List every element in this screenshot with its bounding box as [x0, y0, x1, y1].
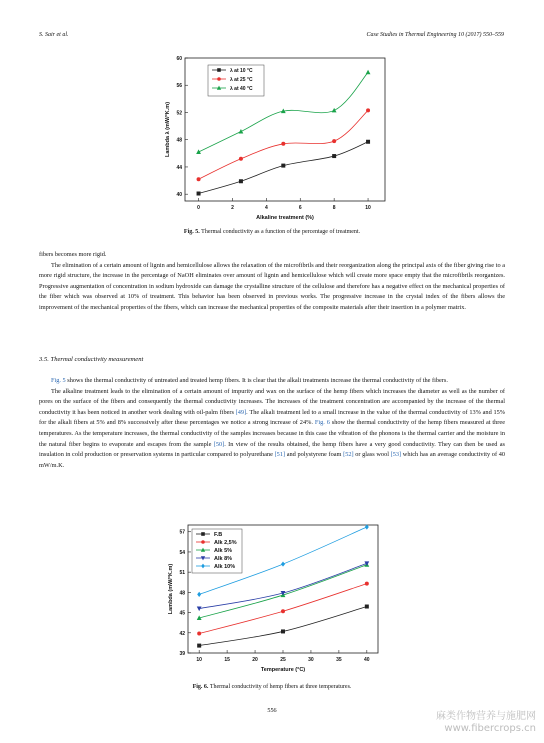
reference-link-50[interactable]: [50]: [213, 440, 225, 448]
x-tick-label: 15: [224, 657, 230, 663]
data-point: [365, 582, 369, 586]
data-point: [366, 70, 371, 75]
watermark-line-1: 麻类作物营养与施肥网: [436, 711, 536, 722]
legend-label: Alk 10%: [214, 564, 236, 570]
legend-marker: [217, 68, 221, 72]
figure-6-caption-text: Thermal conductivity of hemp fibers at three temperatures.: [209, 684, 352, 690]
y-tick-label: 42: [179, 630, 185, 637]
data-point: [332, 108, 337, 113]
paragraph: fibers becomes more rigid.: [39, 251, 107, 258]
paragraph: The elimination of a certain amount of lignin and hemicellulose allows the relaxation of the microfibrils and their reorganization along the principal axis of the fiber giving rise to a more rigid structure, the increase in the percentage of NaOH eliminates over amount of lignin and hemicellulose which will create more space empty that the microfibrils reorganizes. Progressive augmentation of concentration in sodium hydroxide can damage the crystalline structure of the cellulose and therefore has a negative effect on the mechanical properties of the fiber which was observed at 10% of treatment. This behavior has been observed in previous works. The progressive increase in the crystal index of the fibers allows the improvement of the mechanical properties of the fibers, which can increase the mechanical properties of the composite materials after their insertion in a polymer matrix.: [39, 261, 505, 311]
y-tick-label: 45: [179, 610, 185, 617]
data-point: [239, 179, 243, 183]
y-tick-label: 52: [176, 110, 182, 117]
paragraph: [39, 376, 505, 387]
data-point: [281, 164, 285, 168]
running-header-journal: Case Studies in Thermal Engineering 10 (2017) 550–559: [366, 32, 504, 38]
section-heading: 3.5. Thermal conductivity measurement: [39, 356, 144, 363]
data-point: [197, 644, 201, 648]
data-point: [239, 157, 243, 161]
data-point: [197, 177, 201, 181]
y-tick-label: 56: [176, 83, 182, 90]
y-tick-label: 39: [179, 651, 185, 657]
x-tick-label: 10: [365, 205, 371, 211]
data-point: [239, 129, 244, 134]
data-point: [365, 605, 369, 609]
figure-5-caption-text: Thermal conductivity as a function of the percentage of treatment.: [201, 229, 361, 235]
x-tick-label: 2: [231, 205, 234, 211]
x-tick-label: 4: [264, 205, 268, 211]
legend-label: Alk 2,5%: [214, 540, 237, 546]
paragraph-text: . The alkali treatment led to a small increase in the value of the thermal conductivity of 13% and 15% for the alkali fibers at 5% and 8% successively after these percentages we notice a strong increase of 24%.: [39, 408, 505, 427]
y-tick-label: 57: [179, 529, 185, 536]
x-tick-label: 8: [332, 205, 336, 211]
reference-link-51[interactable]: [51]: [274, 451, 286, 459]
figure-5-link[interactable]: Fig. 5: [51, 377, 66, 384]
data-point: [281, 629, 285, 633]
y-tick-label: 60: [176, 56, 182, 62]
legend-label: Alk 8%: [214, 556, 233, 562]
x-axis-label: Temperature (°C): [260, 667, 306, 673]
figure-6-label: Fig. 6.: [192, 684, 209, 690]
legend-label: F.B: [214, 532, 223, 538]
paragraph-text: show the thermal conductivity of the hemp fibers measured at three temperatures. As the temperature increases, the thermal conductivity of the samples increases because in this case the vibration of the phonons is the thermal carrier and the moisture in the natural fiber begins to evaporate and escapes from the sample: [39, 419, 505, 448]
figure-6-link[interactable]: Fig. 6: [314, 419, 330, 427]
figure-6-chart: [158, 519, 388, 679]
legend-label: λ at 25 °C: [230, 77, 253, 83]
paragraph: [39, 387, 505, 472]
data-point: [332, 139, 336, 143]
y-tick-label: 48: [179, 590, 185, 597]
x-tick-label: 20: [252, 657, 258, 663]
legend-marker: [201, 540, 205, 544]
x-tick-label: 25: [280, 657, 286, 663]
legend-marker: [201, 532, 205, 536]
series-line: [199, 142, 368, 194]
x-tick-label: 30: [308, 657, 314, 663]
data-point: [197, 631, 201, 635]
y-tick-label: 48: [176, 137, 182, 144]
data-point: [197, 607, 202, 612]
reference-link-52[interactable]: [52]: [343, 451, 354, 459]
y-tick-label: 54: [179, 549, 185, 556]
paragraph-text: and polystyrene foam: [285, 451, 344, 459]
watermark: [436, 711, 536, 735]
reference-link-53[interactable]: [53]: [390, 451, 402, 459]
data-point: [366, 108, 370, 112]
reference-link-49[interactable]: [49]: [235, 408, 247, 416]
paragraph-text: or glass wool: [353, 451, 391, 459]
watermark-line-2: www.fibercrops.cn: [444, 723, 536, 734]
x-tick-label: 10: [196, 657, 202, 663]
x-tick-label: 0: [197, 205, 200, 211]
body-text-block-1: [39, 250, 505, 314]
y-tick-label: 51: [179, 570, 185, 577]
legend-label: λ at 40 °C: [230, 86, 253, 92]
data-point: [281, 561, 285, 566]
data-point: [197, 592, 201, 597]
paragraph-text: The alkaline treatment leads to the elimination of a certain amount of impurity and wax on the surface of the hemp fibers which increases the diameter as well as the number of pores on the surface of the fibers and consequently the thermal conductivity increases. The increases of the treatment concentration are accompanied by the increase of the thermal conductivity it has been noticed in another work dealing with oil-palm fibers: [39, 387, 505, 416]
x-tick-label: 40: [364, 657, 370, 663]
data-point: [196, 149, 201, 154]
data-point: [197, 192, 201, 196]
data-point: [366, 140, 370, 144]
figure-5-caption: [39, 229, 505, 235]
legend-label: λ at 10 °C: [230, 68, 253, 74]
y-tick-label: 40: [176, 192, 182, 199]
paragraph-text: . In view of the results obtained, the hemp fibers have a very good conductivity. They can then be used as insulation in cold production or preservation systems in particular compared to polyurethane: [39, 440, 505, 459]
paragraph-text: which has an average conductivity of 40 mW/m.K.: [39, 451, 505, 469]
x-tick-label: 35: [336, 657, 342, 663]
legend-label: Alk 5%: [214, 548, 233, 554]
y-tick-label: 44: [176, 164, 182, 171]
page-number: 556: [267, 707, 277, 714]
data-point: [281, 609, 285, 613]
y-axis-label: Lambda (mW/°K.m): [168, 563, 174, 615]
figure-5-chart: [155, 50, 395, 225]
running-header-authors: S. Sair et al.: [39, 32, 69, 38]
x-axis-label: Alkaline treatment (%): [256, 215, 314, 221]
figure-6-caption: [39, 684, 505, 690]
y-axis-label: Lambda λ (mW/°K.m): [165, 101, 171, 158]
body-text-block-2: [39, 376, 505, 471]
x-tick-label: 6: [298, 205, 302, 211]
legend-marker: [217, 77, 221, 81]
data-point: [332, 154, 336, 158]
figure-5-label: Fig. 5.: [183, 229, 200, 235]
data-point: [281, 142, 285, 146]
paragraph-text: shows the thermal conductivity of untreated and treated hemp fibers. It is clear that the alkali treatments increase the thermal conductivity of the fibers.: [65, 377, 448, 384]
